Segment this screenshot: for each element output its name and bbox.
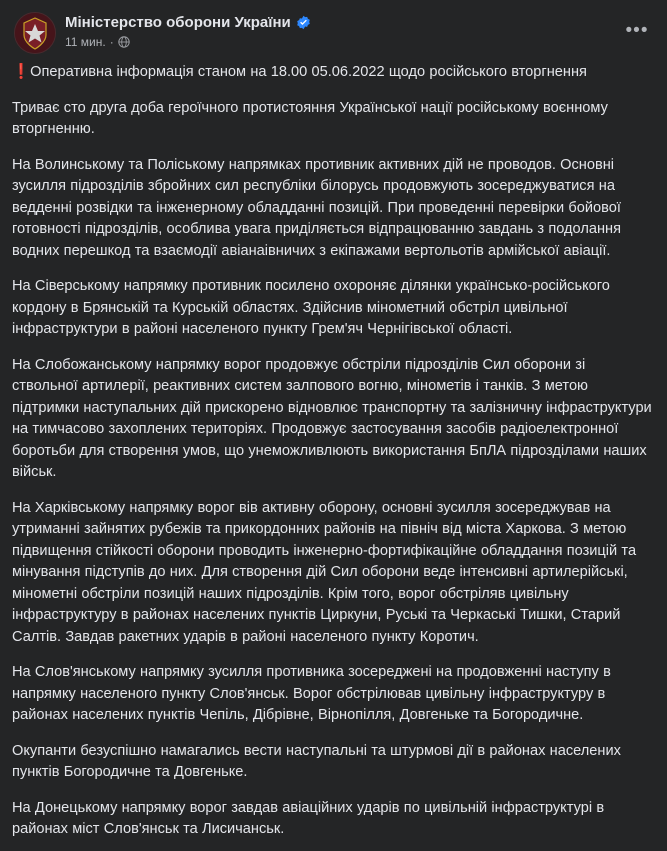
- post-paragraph-headline: ❗️Оперативна інформація станом на 18.00 05.06.2022 щодо російського вторгнення: [12, 64, 587, 80]
- post-paragraph: Триває сто друга доба героїчного протистояння Української нації російському воєнному вторгненню.: [12, 99, 608, 137]
- page-name[interactable]: Міністерство оборони України: [65, 14, 291, 31]
- post-body: [0, 60, 667, 851]
- verified-badge-icon: [296, 15, 311, 30]
- post-header: [0, 0, 667, 60]
- meta-separator: ·: [109, 35, 114, 49]
- post-author-block: [65, 12, 311, 50]
- post-timestamp[interactable]: 11 мин.: [65, 35, 106, 49]
- post-meta: [65, 34, 311, 50]
- post-paragraph: На Харківському напрямку ворог вів активну оборону, основні зусилля зосереджував на утриманні зайнятих рубежів та прикордонних районів на північ від міста Харкова. З метою підвищення стійкості оборони проводить інженерно-фортифікаційне обладдання позицій та мінування підступів до них. Для створення дій Сил оборони веде інтенсивні артилерійські, мінометні обстріли позицій наших підрозділів. Крім того, ворог обстріляв цивільну інфраструктуру в районах населених пунктів Циркуни, Руські та Черкаські Тишки, Старий Салтів. Завдав ракетних ударів в районі населеного пункту Коротич.: [12, 499, 637, 645]
- post-paragraph: На Сіверському напрямку противник посилено охороняє ділянки українсько-російського кордону в Брянській та Курській областях. Здійснив мінометний обстріл цивільної інфраструктури в районі населеного пункту Грем'яч Чернігівської області.: [12, 278, 610, 337]
- globe-icon: [118, 36, 130, 48]
- post-paragraph: На Донецькому напрямку ворог завдав авіаційних ударів по цивільній інфраструктурі в районах міст Слов'янськ та Лисичанськ.: [12, 799, 605, 837]
- post-paragraph: На Волинському та Поліському напрямках противник активних дій не проводов. Основні зусилля підрозділів збройних сил республіки білорусь продовжують зосереджуватися на ведденні розвідки та інженерному обладданні позицій. При проведенні перевірки бойової готовності підрозділів, особлива увага приділяється відпрацюванню завдань з подолання водних перешкод та взаємодії авіанаівничих з екіпажами вертольотів армійської авіації.: [12, 156, 621, 259]
- author-name-row: [65, 13, 311, 32]
- avatar[interactable]: [14, 12, 56, 54]
- post-paragraph: На Слобожанському напрямку ворог продовжує обстріли підрозділів Сил оборони зі ствольної артилерії, реактивних систем залпового вогню, мінометів і танків. З метою підтримки наступальних дій прискорено відновлює транспортну та залізничну інфраструктури на тимчасово захоплених територіях. Продовжує застосування засобів радіоелектронної боротьби для створення умов, що унеможливлюють використання БпЛА підрозділами наших військ.: [12, 356, 652, 480]
- post-paragraph: На Слов'янському напрямку зусилля противника зосереджені на продовженні наступу в напрямку населеного пункту Слов'янськ. Ворог обстрілював цивільну інфраструктуру в районах населених пунктів Чепіль, Дібрівне, Вірнопілля, Довгеньке та Богородичне.: [12, 664, 611, 723]
- post-more-options-button[interactable]: •••: [625, 19, 649, 41]
- post-paragraph: Окупанти безуспішно намагались вести наступальні та штурмові дії в районах населених пунктів Богородичне та Довгеньке.: [12, 742, 621, 780]
